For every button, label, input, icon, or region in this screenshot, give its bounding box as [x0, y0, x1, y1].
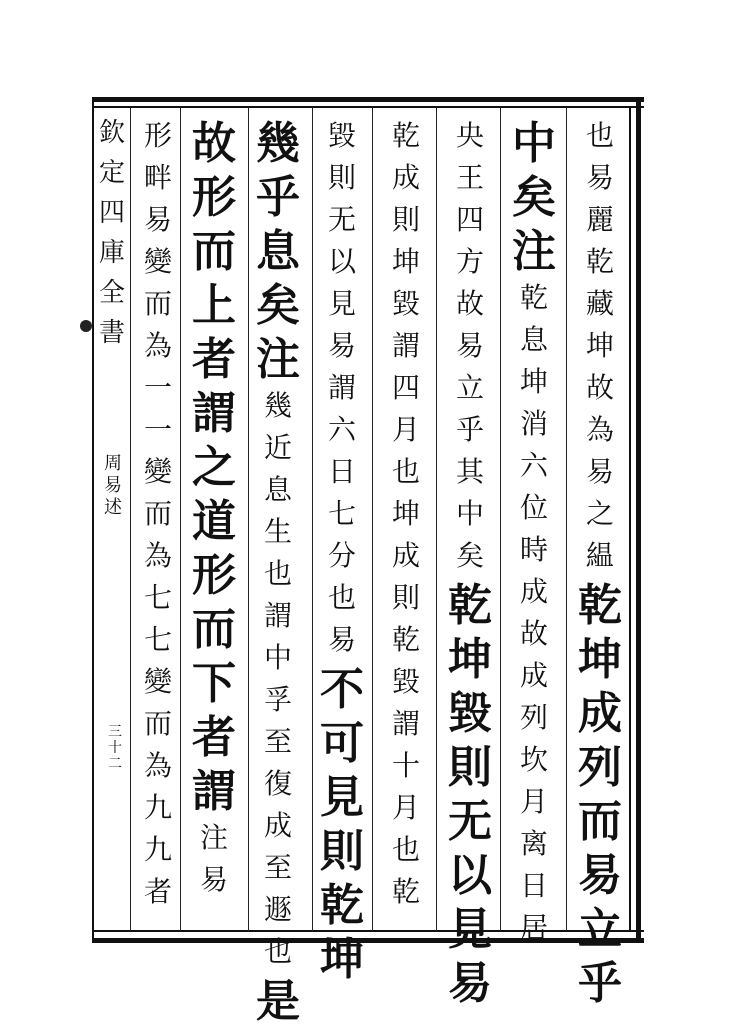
column-rule: [566, 107, 567, 931]
frame-bottom-inner-border: [92, 930, 644, 932]
frame-top-border: [92, 97, 644, 102]
column-rule: [130, 107, 131, 931]
frame-left-border: [92, 97, 94, 943]
column-rule: [248, 107, 249, 931]
spine-title: 欽 定 四 庫 全 書: [98, 118, 125, 348]
column-rule: [500, 107, 501, 931]
text-column-7: 故 形 而 上 者 謂 之 道 形 而 下 者 謂 注 易: [192, 118, 236, 896]
spine-page-number: 三 十 二: [108, 724, 122, 772]
text-column-4: 乾 成 則 坤 毀 謂 四 月 也 坤 成 則 乾 毀 謂 十 月 也 乾: [391, 119, 420, 908]
frame-top-inner-border: [92, 106, 644, 108]
column-rule: [180, 107, 181, 931]
text-column-5: 毀 則 无 以 見 易 謂 六 日 七 分 也 易 不 可 見 則 乾 坤: [320, 119, 364, 985]
column-rule: [372, 107, 373, 931]
text-column-1: 也 易 麗 乾 藏 坤 故 為 易 之 緼 乾 坤 成 列 而 易 立 乎: [578, 119, 622, 1009]
text-column-2: 中 矣 注 乾 息 坤 消 六 位 時 成 故 成 列 坎 月 离 日 居: [512, 118, 556, 944]
column-rule: [312, 107, 313, 931]
frame-bottom-border: [92, 938, 644, 943]
text-column-6: 幾 乎 息 矣 注 幾 近 息 生 也 謂 中 孚 至 復 成 至 遯 也 是: [256, 118, 300, 1027]
text-column-8: 形 畔 易 變 而 為 一 一 變 而 為 七 七 變 而 為 九 九 者: [143, 119, 172, 908]
spine-section-label: 周 易 述: [104, 453, 122, 518]
frame-right-border: [636, 97, 641, 943]
column-rule: [436, 107, 437, 931]
margin-ink-mark: [80, 320, 92, 332]
text-column-3: 央 王 四 方 故 易 立 乎 其 中 矣 乾 坤 毀 則 无 以 見 易: [448, 119, 492, 1009]
frame-right-inner-border: [629, 106, 631, 932]
